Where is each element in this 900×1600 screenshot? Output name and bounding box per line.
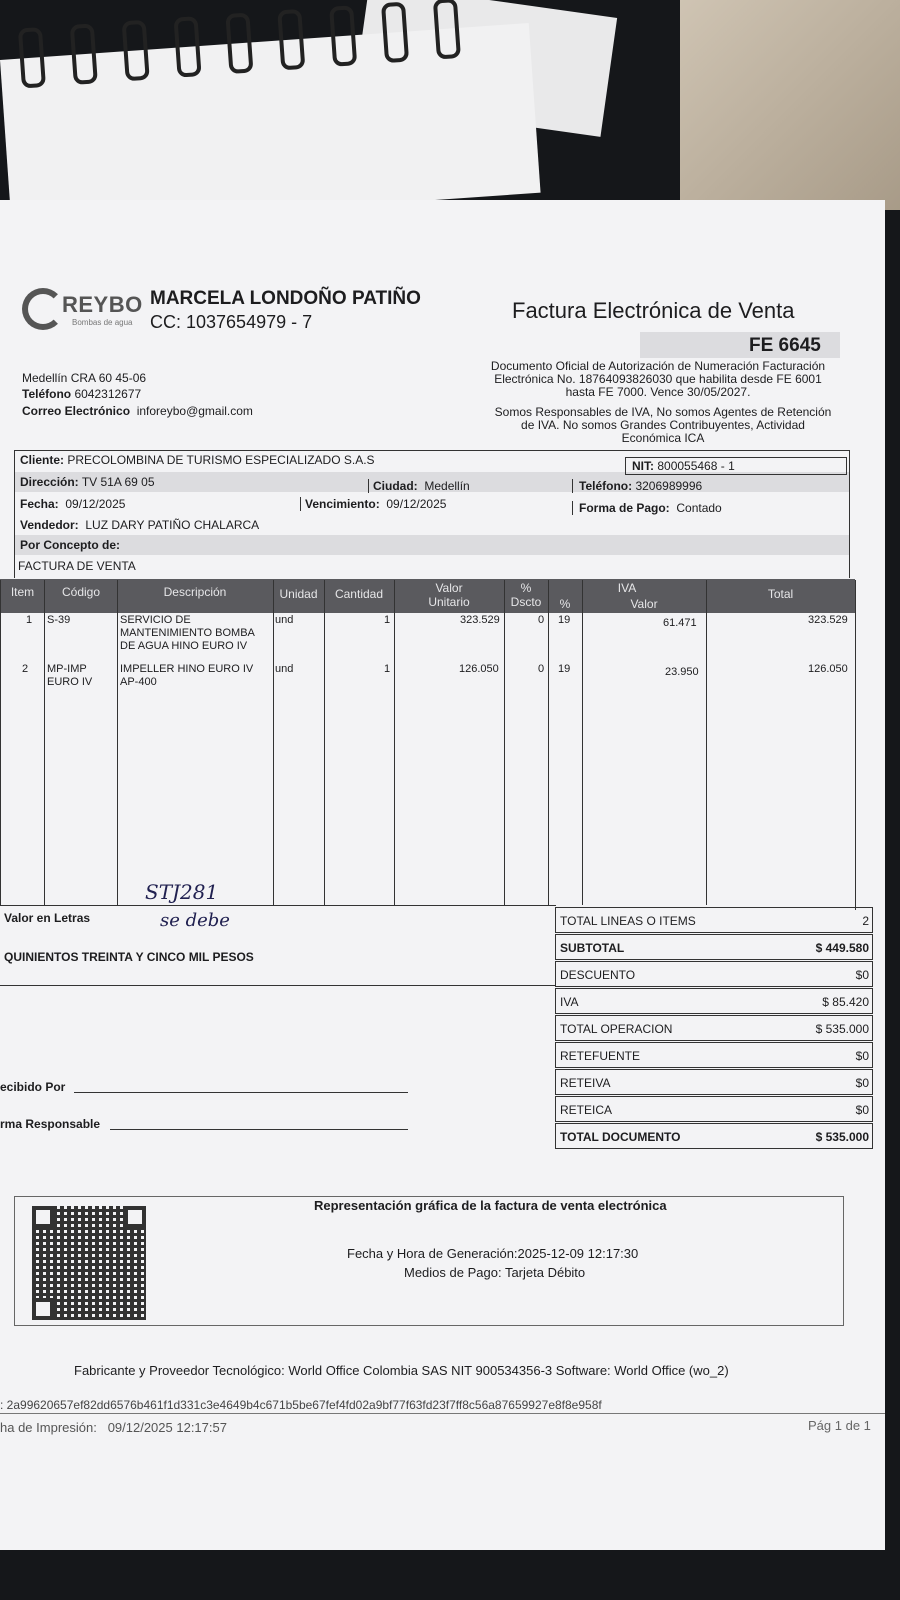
due-date: 09/12/2025 [386, 497, 447, 511]
total-lines-row: TOTAL LINEAS O ITEMS 2 [555, 907, 873, 933]
reteica-row: RETEICA $0 [555, 1096, 873, 1122]
logo-text: REYBO [62, 292, 143, 317]
handwritten-note: se debe [160, 910, 230, 931]
col-total: Total [767, 587, 794, 601]
page-indicator: Pág 1 de 1 [808, 1418, 871, 1433]
row-unit: und [275, 663, 294, 675]
col-valor-unitario: Valor Unitario [428, 581, 470, 609]
col-codigo: Código [61, 585, 101, 599]
row-total: 126.050 [808, 663, 848, 675]
col-iva-pct: % [559, 597, 571, 611]
row-iva-value: 61.471 [663, 617, 697, 629]
col-iva-valor: Valor [630, 597, 658, 611]
invoice-date: 09/12/2025 [65, 497, 126, 511]
row-discount: 0 [538, 614, 545, 626]
row-code: S-39 [47, 614, 71, 626]
logo-drop-icon [22, 288, 64, 330]
due-date-row: Vencimiento: 09/12/2025 [300, 497, 446, 511]
received-by-label: ecibido Por [0, 1080, 66, 1094]
col-item: Item [10, 585, 35, 599]
signature-line [110, 1129, 408, 1130]
row-code: MP-IMP [47, 663, 87, 675]
resolution-text: Documento Oficial de Autorización de Numeración Facturación Electrónica No. 18764093826030 que habilita desde FE 6001 hasta FE 7000. Vence 30/05/2027. [490, 359, 826, 399]
row-iva-value: 23.950 [665, 666, 699, 678]
handwritten-plate: STJ281 [145, 880, 219, 904]
client-phone: 3206989996 [635, 479, 703, 493]
row-total: 323.529 [808, 614, 848, 626]
reybo-logo [22, 288, 143, 332]
seller-row: Vendedor: LUZ DARY PATIÑO CHALARCA [20, 518, 260, 532]
client-address: TV 51A 69 05 [81, 475, 155, 489]
phone-value: 6042312677 [74, 387, 142, 401]
row-iva-pct: 19 [558, 663, 571, 675]
date-row: Fecha: 09/12/2025 [20, 497, 126, 511]
invoice-paper [0, 200, 885, 1550]
issuer-address: Medellín CRA 60 45-06 [22, 371, 147, 385]
manufacturer-text: Fabricante y Proveedor Tecnológico: World Office Colombia SAS NIT 900534356-3 Software: World Office (wo_2) [74, 1363, 729, 1378]
background-plastic-case [680, 0, 900, 210]
row-item: 1 [26, 614, 33, 626]
payment-form-row: Forma de Pago: Contado [572, 501, 722, 515]
col-iva: IVA [617, 581, 637, 595]
subtotal-row: SUBTOTAL $ 449.580 [555, 934, 873, 960]
logo-tagline: Bombas de agua [72, 318, 133, 327]
issuer-cc: CC: 1037654979 - 7 [150, 312, 313, 332]
responsible-signature-label: rma Responsable [0, 1117, 101, 1131]
client-band-2 [15, 535, 849, 555]
seller-name: LUZ DARY PATIÑO CHALARCA [85, 518, 260, 532]
background-notebook [0, 23, 541, 230]
row-iva-pct: 19 [558, 614, 571, 626]
col-cantidad: Cantidad [334, 587, 384, 601]
qr-code-icon [32, 1206, 146, 1320]
retefuente-row: RETEFUENTE $0 [555, 1042, 873, 1068]
cufe-hash: : 2a99620657ef82dd6576b461f1d331c3e4649b4c671b5be67fef4fd02a9bf77f63fd23f7ff8c56a87659927e8f8e958f [0, 1398, 602, 1412]
col-descripcion: Descripción [163, 585, 227, 599]
email-value: inforeybo@gmail.com [136, 404, 253, 418]
client-city: Medellín [424, 479, 470, 493]
words-value: QUINIENTOS TREINTA Y CINCO MIL PESOS [4, 950, 254, 964]
discount-row: DESCUENTO $0 [555, 961, 873, 987]
invoice-title: Factura Electrónica de Venta [512, 298, 795, 323]
row-unit-price: 126.050 [459, 663, 499, 675]
invoice-number: FE 6645 [749, 335, 821, 356]
words-label: Valor en Letras [4, 911, 91, 925]
col-dscto: % Dscto [510, 581, 542, 609]
reteiva-row: RETEIVA $0 [555, 1069, 873, 1095]
issuer-phone [22, 387, 141, 401]
row-discount: 0 [538, 663, 545, 675]
client-nit-row: NIT: 800055468 - 1 [632, 459, 735, 473]
items-table-header [0, 579, 855, 613]
representation-title: Representación gráfica de la factura de venta electrónica [314, 1198, 667, 1213]
print-date: 09/12/2025 12:17:57 [107, 1420, 227, 1435]
client-phone-row: Teléfono: 3206989996 [572, 479, 702, 493]
row-description: SERVICIO DE [120, 614, 191, 626]
row-item: 2 [22, 663, 29, 675]
print-date-row: ha de Impresión: 09/12/2025 12:17:57 [0, 1420, 227, 1435]
col-unidad: Unidad [279, 587, 318, 601]
received-by-line [74, 1092, 408, 1093]
total-operation-row: TOTAL OPERACION $ 535.000 [555, 1015, 873, 1041]
payment-form: Contado [676, 501, 722, 515]
payment-method: Medios de Pago: Tarjeta Débito [404, 1265, 586, 1280]
client-name-row: Cliente: PRECOLOMBINA DE TURISMO ESPECIALIZADO S.A.S [20, 453, 375, 467]
row-quantity: 1 [384, 663, 391, 675]
iva-row: IVA $ 85.420 [555, 988, 873, 1014]
client-city-row: Ciudad: Medellín [368, 479, 470, 493]
email-label: Correo Electrónico [22, 404, 131, 418]
client-address-row: Dirección: TV 51A 69 05 [20, 475, 155, 489]
row-description: IMPELLER HINO EURO IV [120, 663, 254, 675]
issuer-name: MARCELA LONDOÑO PATIÑO [150, 288, 421, 309]
total-document-row: TOTAL DOCUMENTO $ 535.000 [555, 1123, 873, 1149]
issuer-email [22, 404, 253, 418]
client-name: PRECOLOMBINA DE TURISMO ESPECIALIZADO S.A.S [67, 453, 375, 467]
generation-datetime: Fecha y Hora de Generación:2025-12-09 12:17:30 [347, 1246, 639, 1261]
row-quantity: 1 [384, 614, 391, 626]
row-unit: und [275, 614, 294, 626]
concept-label: Por Concepto de: [20, 538, 121, 552]
phone-label: Teléfono [22, 387, 72, 401]
tax-responsibility-text: Somos Responsables de IVA, No somos Agentes de Retención de IVA. No somos Grandes Contribuyentes, Actividad Económica ICA [494, 405, 832, 445]
row-unit-price: 323.529 [460, 614, 500, 626]
client-nit: 800055468 - 1 [657, 459, 735, 473]
concept-value: FACTURA DE VENTA [18, 559, 136, 573]
